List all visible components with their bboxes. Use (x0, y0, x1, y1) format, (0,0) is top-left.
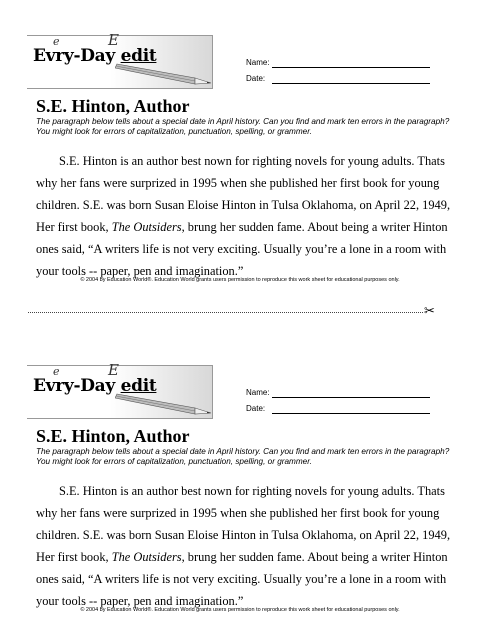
pencil-icon (115, 62, 213, 86)
name-field[interactable] (246, 58, 270, 67)
paragraph-part-1: S.E. Hinton is an author best nown for righting novels for young adults. Thats why her fans were surprized in 1995 when she published her first book for young children. S.E. was born Susan Eloise Hinton in Tulsa Oklahoma, on April 22, 1949, Her first book, (36, 484, 451, 564)
date-line[interactable] (272, 83, 430, 84)
date-line[interactable] (272, 413, 430, 414)
worksheet-title: S.E. Hinton, Author (36, 426, 190, 446)
book-title: The Outsiders (111, 550, 182, 564)
correction-mark-capital-e: E (108, 31, 119, 49)
paragraph-part-2: , brung her sudden fame. About being a writer Hinton ones said, “A writers life is not very exciting. Usually you’re a lone in a room with your tools -- paper, pen and imagination.” (36, 550, 448, 608)
paragraph-part-2: , brung her sudden fame. About being a writer Hinton ones said, “A writers life is not very exciting. Usually you’re a lone in a room with your tools -- paper, pen and imagination.” (36, 220, 448, 278)
date-field[interactable] (246, 74, 265, 83)
everyday-edit-logo (27, 31, 213, 89)
edit-paragraph (36, 480, 451, 612)
scissors-icon: ✂ (424, 303, 435, 318)
logo-word-edit: edit (120, 46, 157, 66)
everyday-edit-logo (27, 361, 213, 419)
edit-paragraph (36, 150, 451, 282)
name-label: Name: (246, 58, 270, 67)
book-title: The Outsiders (111, 220, 182, 234)
logo-word-edit: edit (120, 376, 157, 396)
instructions: The paragraph below tells about a special date in April history. Can you find and mark ten errors in the paragraph? You might look for errors of capitalization, punctuation, spelling, or grammer. (36, 117, 450, 136)
name-line[interactable] (272, 397, 430, 398)
correction-mark-e: e (53, 35, 60, 48)
cut-line (28, 312, 423, 313)
instructions: The paragraph below tells about a special date in April history. Can you find and mark ten errors in the paragraph? You might look for errors of capitalization, punctuation, spelling, or grammer. (36, 447, 450, 466)
correction-mark-e: e (53, 365, 60, 378)
copyright-notice: © 2004 by Education World®. Education World grants users permission to reproduce this work sheet for educational purposes only. (80, 277, 400, 283)
name-field[interactable] (246, 388, 270, 397)
pencil-icon (115, 392, 213, 416)
copyright-notice: © 2004 by Education World®. Education World grants users permission to reproduce this work sheet for educational purposes only. (80, 607, 400, 613)
logo-word-evryday: Evry-Day (33, 376, 115, 396)
logo-word-evryday: Evry-Day (33, 46, 115, 66)
date-field[interactable] (246, 404, 265, 413)
name-label: Name: (246, 388, 270, 397)
correction-mark-capital-e: E (108, 361, 119, 379)
date-label: Date: (246, 74, 266, 83)
name-line[interactable] (272, 67, 430, 68)
worksheet-title: S.E. Hinton, Author (36, 96, 190, 116)
paragraph-part-1: S.E. Hinton is an author best nown for righting novels for young adults. Thats why her fans were surprized in 1995 when she published her first book for young children. S.E. was born Susan Eloise Hinton in Tulsa Oklahoma, on April 22, 1949, Her first book, (36, 154, 451, 234)
date-label: Date: (246, 404, 266, 413)
